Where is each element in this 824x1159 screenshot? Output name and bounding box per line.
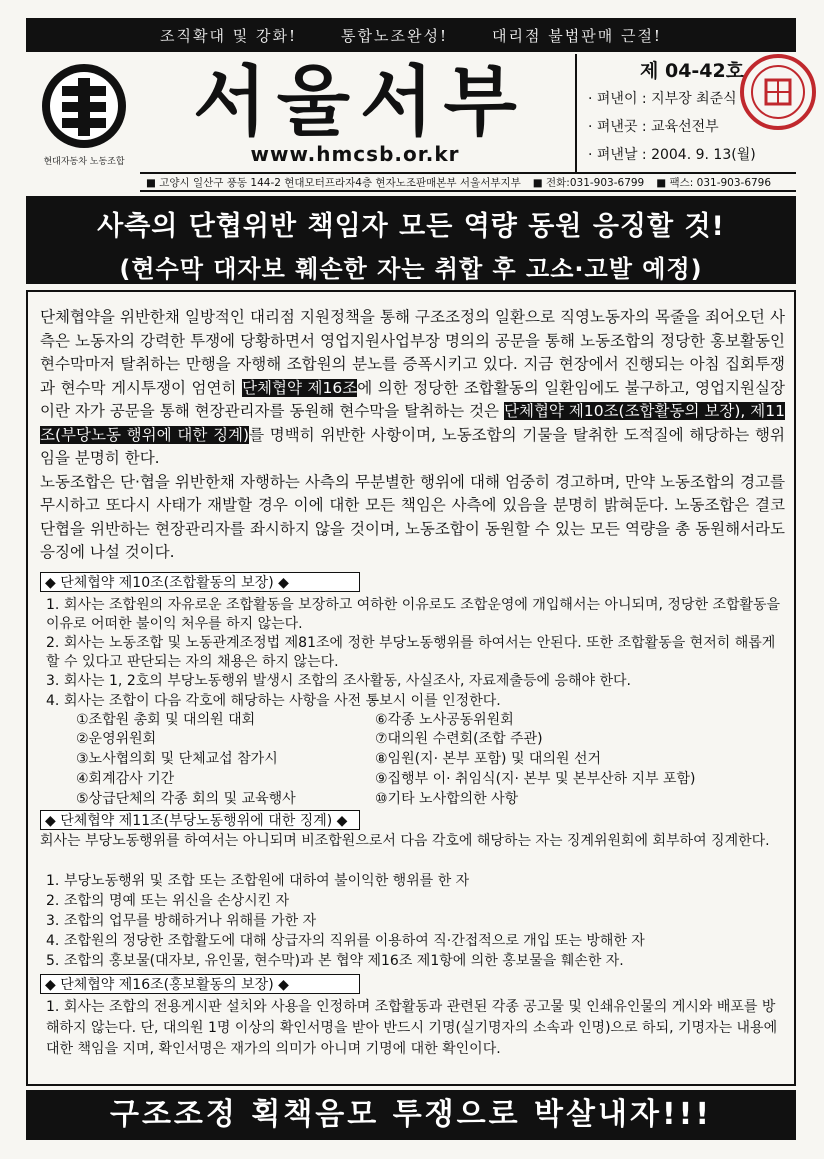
- phone: ■ 전화:031-903-6799: [532, 176, 645, 189]
- masthead-title: 서울서부: [193, 57, 527, 146]
- p1-highlight-2: 단체협약 제10조(조합활동의 보장), 제11조(부당노동 행위에 대한 징계): [40, 402, 786, 444]
- slogan-2: 통합노조완성!: [341, 26, 448, 45]
- article-body: [40, 306, 785, 565]
- section-16-heading: ◆ 단체협약 제16조(홍보활동의 보장) ◆: [40, 974, 360, 994]
- sec10-sub-10: ⑩기타 노사합의한 사항: [375, 791, 519, 807]
- slogan-1: 조직확대 및 강화!: [160, 26, 298, 45]
- sec11-item-2: 2. 조합의 명예 또는 위신을 손상시킨 자: [46, 893, 290, 909]
- logo-text: 현대자동차 노동조합: [43, 157, 125, 167]
- address-bar: [140, 172, 796, 192]
- union-logo-icon: [38, 60, 130, 170]
- publisher: · 펴낸이 : 지부장 최준식: [588, 91, 737, 107]
- sec11-item-1: 1. 부당노동행위 및 조합 또는 조합원에 대하여 불이익한 행위를 한 자: [46, 873, 470, 889]
- paragraph-1: [40, 306, 785, 471]
- website-url[interactable]: www.hmcsb.or.kr: [250, 142, 460, 166]
- footer-slogan: 구조조정 획책음모 투쟁으로 박살내자!!!: [26, 1090, 796, 1140]
- p1-text-c: 를 명백히 위반한 사항이며, 노동조합의 기물을 탈취한 도적질에 해당하는 행위임을 분명히 한다.: [40, 425, 785, 467]
- seal-stamp-icon: [738, 52, 818, 132]
- address: ■ 고양시 일산구 풍동 144-2 현대모터프라자4층 현자노조판매본부 서울서부지부: [146, 176, 521, 189]
- p1-highlight-1: 단체협약 제16조: [242, 378, 358, 397]
- sec11-item-3: 3. 조합의 업무를 방해하거나 위해를 가한 자: [46, 913, 317, 929]
- sec10-sub-1: ①조합원 총회 및 대의원 대회: [76, 712, 256, 728]
- sec10-item-2: 2. 회사는 노동조합 및 노동관계조정법 제81조에 정한 부당노동행위를 하여서는 안된다. 또한 조합활동을 현저히 해롭게 할 수 있다고 판단되는 자의 채용은 하지 않는다.: [46, 635, 776, 670]
- headline-box: [26, 196, 796, 284]
- sec11-intro: 회사는 부당노동행위를 하여서는 아니되며 비조합원으로서 다음 각호에 해당하는 자는 징계위원회에 회부하여 징계한다.: [40, 833, 770, 849]
- sec10-item-4: 4. 회사는 조합이 다음 각호에 해당하는 사항을 사전 통보시 이를 인정한다.: [46, 693, 501, 709]
- paragraph-2: 노동조합은 단·협을 위반한채 자행하는 사측의 무분별한 행위에 대해 엄중히 경고하며, 만약 노동조합의 경고를 무시하고 또다시 사태가 재발할 경우 이에 대한 모든 책임은 사측에 있음을 분명히 밝혀둔다. 노동조합은 결코 단협을 위반하는 현장관리자를 좌시하지 않을 것이며, 노동조합이 동원할 수 있는 모든 역량을 총 동원해서라도 응징에 나설 것이다.: [40, 472, 785, 561]
- headline-sub: (현수막 대자보 훼손한 자는 취합 후 고소·고발 예정): [119, 255, 703, 283]
- publishing-dept: · 펴낸곳 : 교육선전부: [588, 119, 719, 135]
- p1-text-a: 단체협약을 위반한채 일방적인 대리점 지원정책을 통해 구조조정의 일환으로 직영노동자의 목줄을 죄어오던 사측은 노동자의 강력한 투쟁에 당황하면서 영업지원사업부장 명의의 공문을 통해 노동조합의 정당한 홍보활동인 현수막마저 탈취하는 만행을 자행해 조합원의 분노를 증폭시키고 있다. 지금 현장에서 진행되는 아침 집회투쟁과 현수막 게시투쟁이 엄연히: [40, 308, 785, 397]
- publish-date: · 펴낸날 : 2004. 9. 13(월): [588, 147, 756, 163]
- sec10-sub-8: ⑧임원(지· 본부 포함) 및 대의원 선거: [375, 751, 601, 767]
- fax: ■ 팩스: 031-903-6796: [656, 176, 772, 189]
- sec11-item-4: 4. 조합원의 정당한 조합활도에 대해 상급자의 직위를 이용하여 직·간접적으로 개입 또는 방해한 자: [46, 933, 645, 949]
- sec10-sub-5: ⑤상급단체의 각종 회의 및 교육행사: [76, 791, 296, 807]
- sec10-item-3: 3. 회사는 1, 2호의 부당노동행위 발생시 조합의 조사활동, 사실조사, 자료제출등에 응해야 한다.: [46, 673, 631, 689]
- sec10-sub-7: ⑦대의원 수련회(조합 주관): [375, 731, 543, 747]
- sec11-item-5: 5. 조합의 홍보물(대자보, 유인물, 현수막)과 본 협약 제16조 제1항에 의한 홍보물을 훼손한 자.: [46, 953, 624, 969]
- sec10-sub-6: ⑥각종 노사공동위원회: [375, 712, 514, 728]
- section-10-heading: ◆ 단체협약 제10조(조합활동의 보장) ◆: [40, 572, 360, 592]
- sec10-sub-4: ④회계감사 기간: [76, 771, 175, 787]
- top-banner: [26, 18, 796, 52]
- slogan-3: 대리점 불법판매 근절!: [491, 26, 662, 45]
- sec10-item-1: 1. 회사는 조합원의 자유로운 조합활동을 보장하고 여하한 이유로도 조합운영에 개입해서는 아니되며, 정당한 조합활동을 이유로 어떠한 불이익 처우를 하지 않는다.: [46, 597, 781, 632]
- sec10-sub-3: ③노사협의회 및 단체교섭 참가시: [76, 751, 278, 767]
- sec16-item-1: 1. 회사는 조합의 전용게시판 설치와 사용을 인정하며 조합활동과 관련된 각종 공고물 및 인쇄유인물의 게시와 배포를 방해하지 않는다. 단, 대의원 1명 이상의 확인서명을 받아 반드시 기명(실기명자의 소속과 인명)으로 하되, 기명자는 내용에 대한 책임을 지며, 확인서명은 재가의 의미가 아니며 기명에 대한 확인이다.: [46, 999, 778, 1057]
- sec10-sub-2: ②운영위원회: [76, 731, 157, 747]
- section-11-heading: ◆ 단체협약 제11조(부당노동행위에 대한 징계) ◆: [40, 810, 360, 830]
- issue-number: 제 04-42호: [640, 60, 745, 82]
- headline-main: 사측의 단협위반 책임자 모든 역량 동원 응징할 것!: [97, 211, 725, 242]
- p1-text-b: 에 의한 정당한 조합활동의 일환임에도 불구하고, 영업지원실장이란 자가 공문을 통해 현장관리자를 동원해 현수막을 탈취하는 것은: [40, 378, 785, 420]
- sec10-sub-9: ⑨집행부 이· 취임식(지· 본부 및 본부산하 지부 포함): [375, 771, 696, 787]
